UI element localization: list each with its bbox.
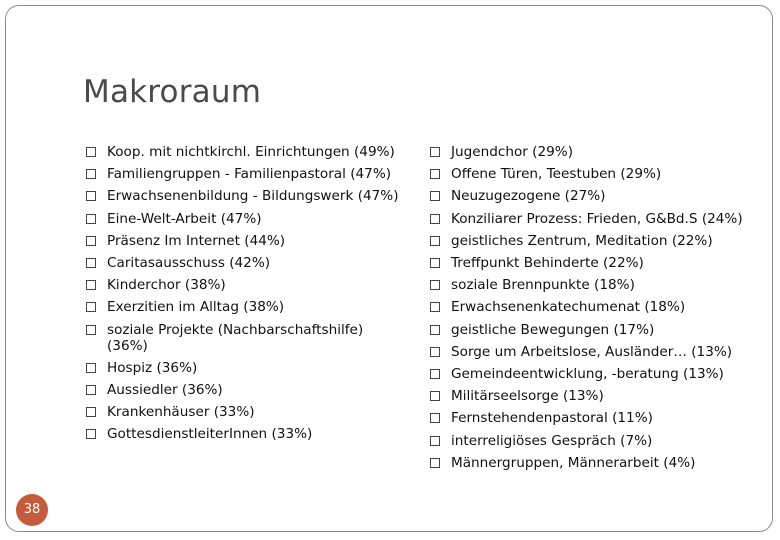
checkbox-bullet-icon [86,385,96,395]
page-number-badge: 38 [16,494,48,526]
checkbox-bullet-icon [430,214,440,224]
checkbox-bullet-icon [86,169,96,179]
list-item: Militärseelsorge (13%) [430,385,760,407]
list-item: Caritasausschuss (42%) [86,252,406,274]
list-item: Treffpunkt Behinderte (22%) [430,252,760,274]
list-item: Jugendchor (29%) [430,141,760,163]
list-item: geistliches Zentrum, Meditation (22%) [430,230,760,252]
list-item: interreligiöses Gespräch (7%) [430,430,760,452]
list-item: GottesdienstleiterInnen (33%) [86,423,406,445]
list-item: Erwachsenenkatechumenat (18%) [430,296,760,318]
list-item: Gemeindeentwicklung, -beratung (13%) [430,363,760,385]
list-item: Eine-Welt-Arbeit (47%) [86,208,406,230]
list-item: Offene Türen, Teestuben (29%) [430,163,760,185]
checkbox-bullet-icon [430,258,440,268]
checkbox-bullet-icon [86,214,96,224]
list-item: soziale Projekte (Nachbarschaftshilfe) (36%) [86,319,375,357]
list-item: Sorge um Arbeitslose, Ausländer… (13%) [430,341,760,363]
list-item: Krankenhäuser (33%) [86,401,406,423]
list-item: Männergruppen, Männerarbeit (4%) [430,452,760,474]
checkbox-bullet-icon [86,407,96,417]
checkbox-bullet-icon [430,280,440,290]
checkbox-bullet-icon [430,325,440,335]
checkbox-bullet-icon [86,258,96,268]
list-item: Familiengruppen - Familienpastoral (47%) [86,163,406,185]
list-item: Präsenz Im Internet (44%) [86,230,406,252]
checkbox-bullet-icon [430,147,440,157]
checkbox-bullet-icon [86,302,96,312]
checkbox-bullet-icon [430,391,440,401]
right-bullet-list [430,141,760,474]
checkbox-bullet-icon [430,369,440,379]
checkbox-bullet-icon [430,302,440,312]
checkbox-bullet-icon [86,325,96,335]
list-item: Aussiedler (36%) [86,379,406,401]
checkbox-bullet-icon [86,429,96,439]
list-item: Koop. mit nichtkirchl. Einrichtungen (49%) [86,141,406,163]
checkbox-bullet-icon [86,147,96,157]
checkbox-bullet-icon [430,436,440,446]
list-item: Neuzugezogene (27%) [430,185,760,207]
list-item: geistliche Bewegungen (17%) [430,319,760,341]
list-item: Hospiz (36%) [86,357,406,379]
checkbox-bullet-icon [86,363,96,373]
checkbox-bullet-icon [430,458,440,468]
checkbox-bullet-icon [430,236,440,246]
checkbox-bullet-icon [86,280,96,290]
slide-title: Makroraum [83,74,262,110]
checkbox-bullet-icon [430,347,440,357]
checkbox-bullet-icon [86,191,96,201]
checkbox-bullet-icon [86,236,96,246]
checkbox-bullet-icon [430,191,440,201]
list-item: Exerzitien im Alltag (38%) [86,296,406,318]
list-item: Fernstehendenpastoral (11%) [430,407,760,429]
list-item: Kinderchor (38%) [86,274,406,296]
list-item: soziale Brennpunkte (18%) [430,274,760,296]
list-item: Konziliarer Prozess: Frieden, G&Bd.S (24%) [430,208,760,230]
list-item: Erwachsenenbildung - Bildungswerk (47%) [86,185,406,207]
checkbox-bullet-icon [430,169,440,179]
checkbox-bullet-icon [430,413,440,423]
left-bullet-list [86,141,406,445]
